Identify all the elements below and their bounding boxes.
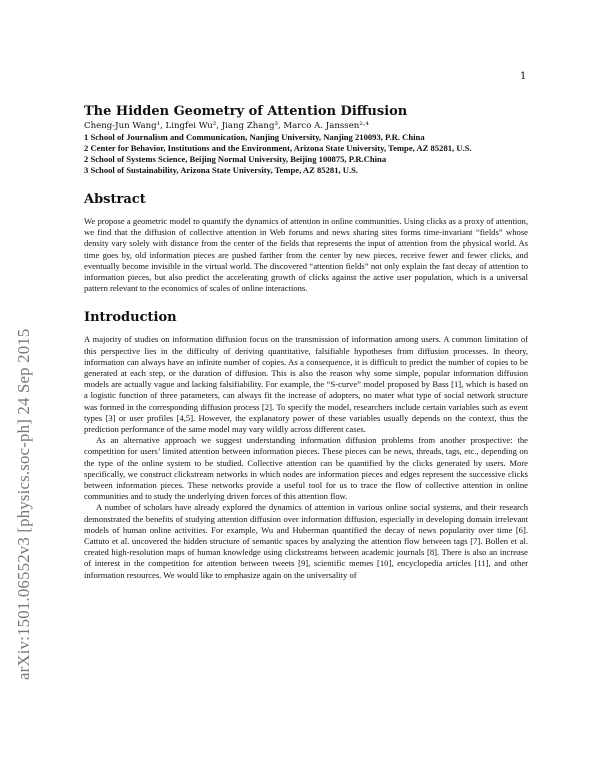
affiliation-4: 3 School of Sustainability, Arizona State University, Tempe, AZ 85281, U.S. bbox=[84, 165, 359, 175]
intro-paragraph-3: A number of scholars have already explored the dynamics of attention in various online social systems, and their research demonstrated the benefits of studying attention diffusion over information diffusion, especially in developing domain irrelevant models of human online activities. For example, Wu and Huberman quantified the decay of news popularity over time [6]. Cattuto et al. uncovered the hidden structure of semantic spaces by analyzing the attention flow between tags [7]. Bollen et al. created high-resolution maps of human knowledge using clickstreams between academic journals [8]. There is also an increase of interest in the competition for attention between tweets [9], scientific memes [10], encyclopedia articles [11], and other information resources. We would like to emphasize again on the universality of bbox=[84, 502, 528, 580]
affiliation-3: 2 School of Systems Science, Beijing Normal University, Beijing 100875, P.R.China bbox=[84, 154, 387, 164]
abstract-heading: Abstract bbox=[84, 192, 146, 207]
introduction-heading: Introduction bbox=[84, 310, 177, 326]
page-number: 1 bbox=[520, 71, 527, 82]
affiliation-1: 1 School of Journalism and Communication, Nanjing University, Nanjing 210093, P.R. China bbox=[84, 132, 425, 142]
intro-paragraph-2: As an alternative approach we suggest understanding information diffusion problems from another prospective: the competition for users’ limited attention between information pieces. These pieces can be news, threads, tags, etc., depending on the type of the online system to be studied. Collective attention can be quantified by the clicks generated by users. More specifically, we construct clickstream networks in which nodes are information pieces and edges represent the successive clicks between information pieces. These networks provide a useful tool for us to trace the flow of collective attention in online communities and to study the underlying driven forces of this attention flow. bbox=[84, 435, 528, 502]
intro-paragraph-1: A majority of studies on information diffusion focus on the transmission of information among users. A common limitation of this perspective lies in the difficulty of deriving quantitative, falsifiable hypotheses from diffusion processes. In theory, information can always have an infinite number of copies. As a consequence, it is difficult to predict the number of copies to be generated at each step, or the duration of diffusion. This is also the reason why some simple, popular information diffusion models are actually vague and lacking falsifiability. For example, the “S-curve” model proposed by Bass [1], which is based on a logistic function of three parameters, can always fit the increase of adopters, no mater what type of social network structure was formed in the corresponding diffusion process [2]. To specify the model, researchers include certain variables such as event types [3] or user profiles [4,5]. However, the explanatory power of these variables usually depends on the context, thus the prediction performance of the same model may vary wildly across different cases. bbox=[84, 334, 528, 435]
author-list: Cheng-Jun Wang¹, Lingfei Wu², Jiang Zhang³, Marco A. Janssen²·⁴ bbox=[84, 121, 369, 131]
affiliation-2: 2 Center for Behavior, Institutions and the Environment, Arizona State University, Tempe, AZ 85281, U.S. bbox=[84, 143, 472, 153]
paper-body bbox=[84, 104, 528, 581]
arxiv-identifier: arXiv:1501.06552v3 [physics.soc-ph] 24 Sep 2015 bbox=[14, 328, 33, 680]
abstract-text: We propose a geometric model to quantify the dynamics of attention in online communities. Using clicks as a proxy of attention, we find that the diffusion of collective attention in Web forums and news sharing sites forms time-invariant “fields” whose density vary solely with distance from the center of the fields that represents the input of attention from the physical world. As time goes by, old information pieces are pushed farther from the center by new pieces, receive fewer and fewer clicks, and eventually become invisible in the virtual world. The discovered “attention fields” not only explain the fast decay of attention to information pieces, but also predict the accelerating growth of clicks against the active user population, which is a universal pattern relevant to the economics of scales of online interactions. bbox=[84, 216, 528, 294]
paper-title: The Hidden Geometry of Attention Diffusion bbox=[84, 104, 408, 119]
